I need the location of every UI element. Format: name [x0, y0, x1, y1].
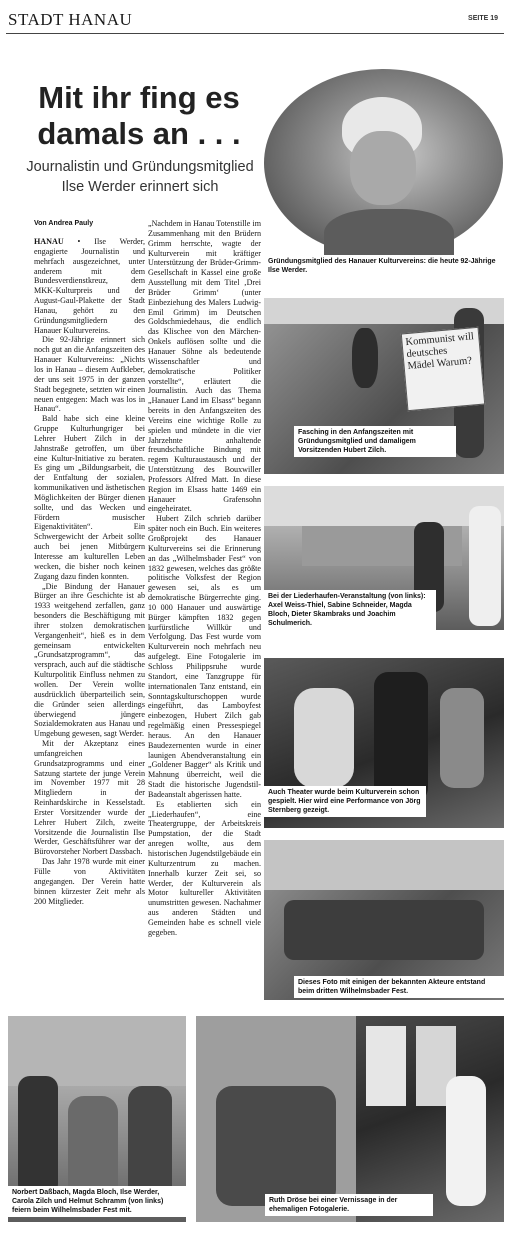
portrait-caption: Gründungsmitglied des Hanauer Kulturvereins: die heute 92-Jährige Ilse Werder. — [264, 255, 504, 277]
theater-caption: Auch Theater wurde beim Kulturverein schon gespielt. Hier wird eine Performance von Jörg Sternberg gezeigt. — [264, 786, 426, 817]
person-shape — [352, 328, 378, 388]
liederhaufen-caption: Bei der Liederhaufen-Veranstaltung (von links): Axel Weiss-Thiel, Sabine Schneider, Magda Bloch, Dieter Skambraks und Joachim Schulmerich. — [264, 590, 436, 630]
header-rule — [6, 33, 504, 34]
face-shape — [350, 131, 416, 205]
article-column-1 — [34, 237, 145, 906]
byline: Von Andrea Pauly — [34, 220, 94, 227]
headline — [10, 80, 268, 152]
photo-vernissage — [196, 1016, 504, 1222]
portrait-photo — [264, 69, 503, 257]
wilhelmsbad-caption: Norbert Daßbach, Magda Bloch, Ilse Werder, Carola Zilch und Helmut Schramm (von links) feiern beim Wilhelmsbader Fest mit. — [8, 1186, 186, 1217]
paragraph: Mit der Akzeptanz eines umfangreichen Grundsatzprogramms und einer Satzung startete der junge Verein im November 1977 mit 28 Mitgliedern in der Reinhardskirche in Kesselstadt. Erster Vorsitzender wurde der Lehrer Hubert Zilch, zweite Vorsitzende die Journalistin Ilse Werder, Geschäftsführer war der Bürovorsteher Norbert Dassbach. — [34, 739, 145, 857]
headline-line-2: damals an . . . — [37, 116, 241, 151]
artwork-shape — [366, 1026, 406, 1106]
page-number: SEITE 19 — [468, 15, 498, 22]
paragraph: „Nachdem in Hanau Totenstille im Zusammenhang mit den Brüdern Grimm herrschte, wagte der Kulturverein mit kräftiger Unterstützung der Brüder-Grimm-Gesellschaft in Kassel eine große Ausstellung mit dem Titel ‚Drei Brüder Grimm‘ (unter Einbeziehung des Malers Ludwig-Emil Grimm) im Deutschen Goldschmiedehaus, die endlich das Klischee von den Märchen-Onkels auflösen sollte und die Hanauer Söhne als bedeutende Wissenschaftler und demokratische Politiker vorstellte“, erläutert die Journalistin. Auch das Thema „Hanauer Land im Elsass“ begann bereits in den Anfangszeiten des Vereins eine wichtige Rolle zu spielen und mündete in die vier Jahrzehnte anhaltende freundschaftliche Bindung mit regem Kulturaustausch und der Unterstützung des Bouxwiller Professors Alfred Matt. In diese Region im Elsass hatte 1469 ein Hanauer Grafensohn eingeheiratet. — [148, 219, 261, 514]
headline-line-1: Mit ihr fing es — [38, 80, 240, 115]
article-column-2 — [148, 219, 261, 937]
paragraph: Die 92-Jährige erinnert sich noch gut an die Anfangszeiten des Hanauer Kulturvereins: „Nichts los in Hanau – diesem Aufkleber, der uns seit 1975 in der ganzen Stadt begegnete, setzten wir einen neuen entgegen: Mach was los in Hanau“. — [34, 335, 145, 414]
paragraph: Das Jahr 1978 wurde mit einer Fülle von Aktivitäten angegangen. Der Verein hatte binnen kürzester Zeit mehr als 200 Mitglieder. — [34, 857, 145, 906]
dateline: HANAU — [34, 237, 64, 246]
subheadline: Journalistin und Gründungsmitglied Ilse Werder erinnert sich — [26, 159, 254, 195]
paragraph — [34, 237, 145, 335]
fasching-caption: Fasching in den Anfangszeiten mit Gründungsmitglied und damaligem Vorsitzenden Hubert Zilch. — [294, 426, 456, 457]
actor-shape — [374, 672, 428, 802]
paragraph: „Die Bindung der Hanauer Bürger an ihre Geschichte ist ab 1933 weitgehend zerfallen, ganz besonders die Beschäftigung mit ihrer stolzen demokratischen Vergangenheit“, hieß es in dem gemeinsam entwickelten „Grundsatzprogramm“, das versprach, auch auf die städtische Kulturpolitik Einfluss nehmen zu wollen. Der Verein wollte ausdrücklich überparteilich sein, die Gründer seien allerdings überwiegend jüngere Sozialdemokraten aus Hanau und Umgebung gewesen, sagt Werder. — [34, 581, 145, 739]
paragraph: Es etablierten sich ein „Liederhaufen“, eine Theatergruppe, der Arbeitskreis Pumpstation, der die Stadt anregen wollte, aus dem historischen Jugendstilgebäude ein Kulturzentrum zu machen. Innerhalb kurzer Zeit sei, so Werder, der Kulturverein als Motor kultureller Aktivitäten unumstritten gewesen. Nachahmer aus anderen Städten und Gemeinden habe es schnell viele gegeben. — [148, 799, 261, 937]
sky-shape — [264, 486, 504, 526]
person-shape — [440, 688, 484, 788]
protest-sign: Kommunist will deutsches Mädel Warum? — [401, 327, 486, 412]
vernissage-caption: Ruth Dröse bei einer Vernissage in der ehemaligen Fotogalerie. — [265, 1194, 433, 1216]
section-title: STADT HANAU — [8, 10, 133, 29]
costume-shape — [294, 688, 354, 788]
group-shape — [284, 900, 484, 960]
person-shape — [469, 506, 501, 626]
fest-caption: Dieses Foto mit einigen der bekannten Akteure entstand beim dritten Wilhelmsbader Fest. — [294, 976, 504, 998]
paragraph: Bald habe sich eine kleine Gruppe Kulturhungriger bei Lehrer Hubert Zilch in der Jahnstraße getroffen, um über eine Kultur-Initiative zu beraten. Es ging um „Bildungsarbeit, die der Entfaltung der sozialen, kommunikativen und ästhetischen Möglichkeiten der Bürger dienen sollte, und das Wecken und Fördern musischer Eigenaktivitäten“. Ein Schwergewicht der Arbeit sollte auch bei jenen Mitbürgern Interesse am kulturellen Leben wecken, die bisher noch keinen Zugang dazu finden konnten. — [34, 414, 145, 581]
building-shape — [264, 840, 504, 890]
audience-shape — [216, 1086, 336, 1206]
person-shape — [18, 1076, 58, 1196]
speaker-shape — [446, 1076, 486, 1206]
paragraph-text: • Ilse Werder, engagierte Journalistin und mehrfach ausgezeichnet, unter anderem mit dem Bundesverdienstkreuz, dem MKK-Kulturpreis und der August-Gaul-Plakette der Stadt Hanau, gehört zu den Gründungsmitgliedern des Hanauer Kulturvereins. — [34, 237, 145, 335]
paragraph: Hubert Zilch schrieb darüber später noch ein Buch. Ein weiteres Großprojekt des Hanauer Kulturvereins sei die Erinnerung an das „Wilhelmsbader Fest“ von 1832 gewesen, welches das größte politische Volksfest der Region gewesen sei, als es um demokratische Bürgerrechte ging. 10 000 Hanauer und auswärtige Bürger kämpften 1832 gegen kurfürstliche Willkür und Verfolgung. Das Fest wurde vom Kulturverein noch mehrfach neu aufgelegt. Eine Fotogalerie im Schloss Philippsruhe wurde Standort, eine Tanzgruppe für internationalen Tanz entstand, ein Sonntagskulturschoppen wurde eingeführt, das Lamboyfest einbezogen, Hubert Zilch gab regelmäßig einen Pressespiegel heraus. An den Hanauer Baudezernenten wurde in einer launigen Abendveranstaltung ein „Goldener Bagger“ als Kritik und Mahnung überreicht, weil die Stadt die historische Jugendstil-Badeanstalt abgerissen hatte. — [148, 514, 261, 799]
